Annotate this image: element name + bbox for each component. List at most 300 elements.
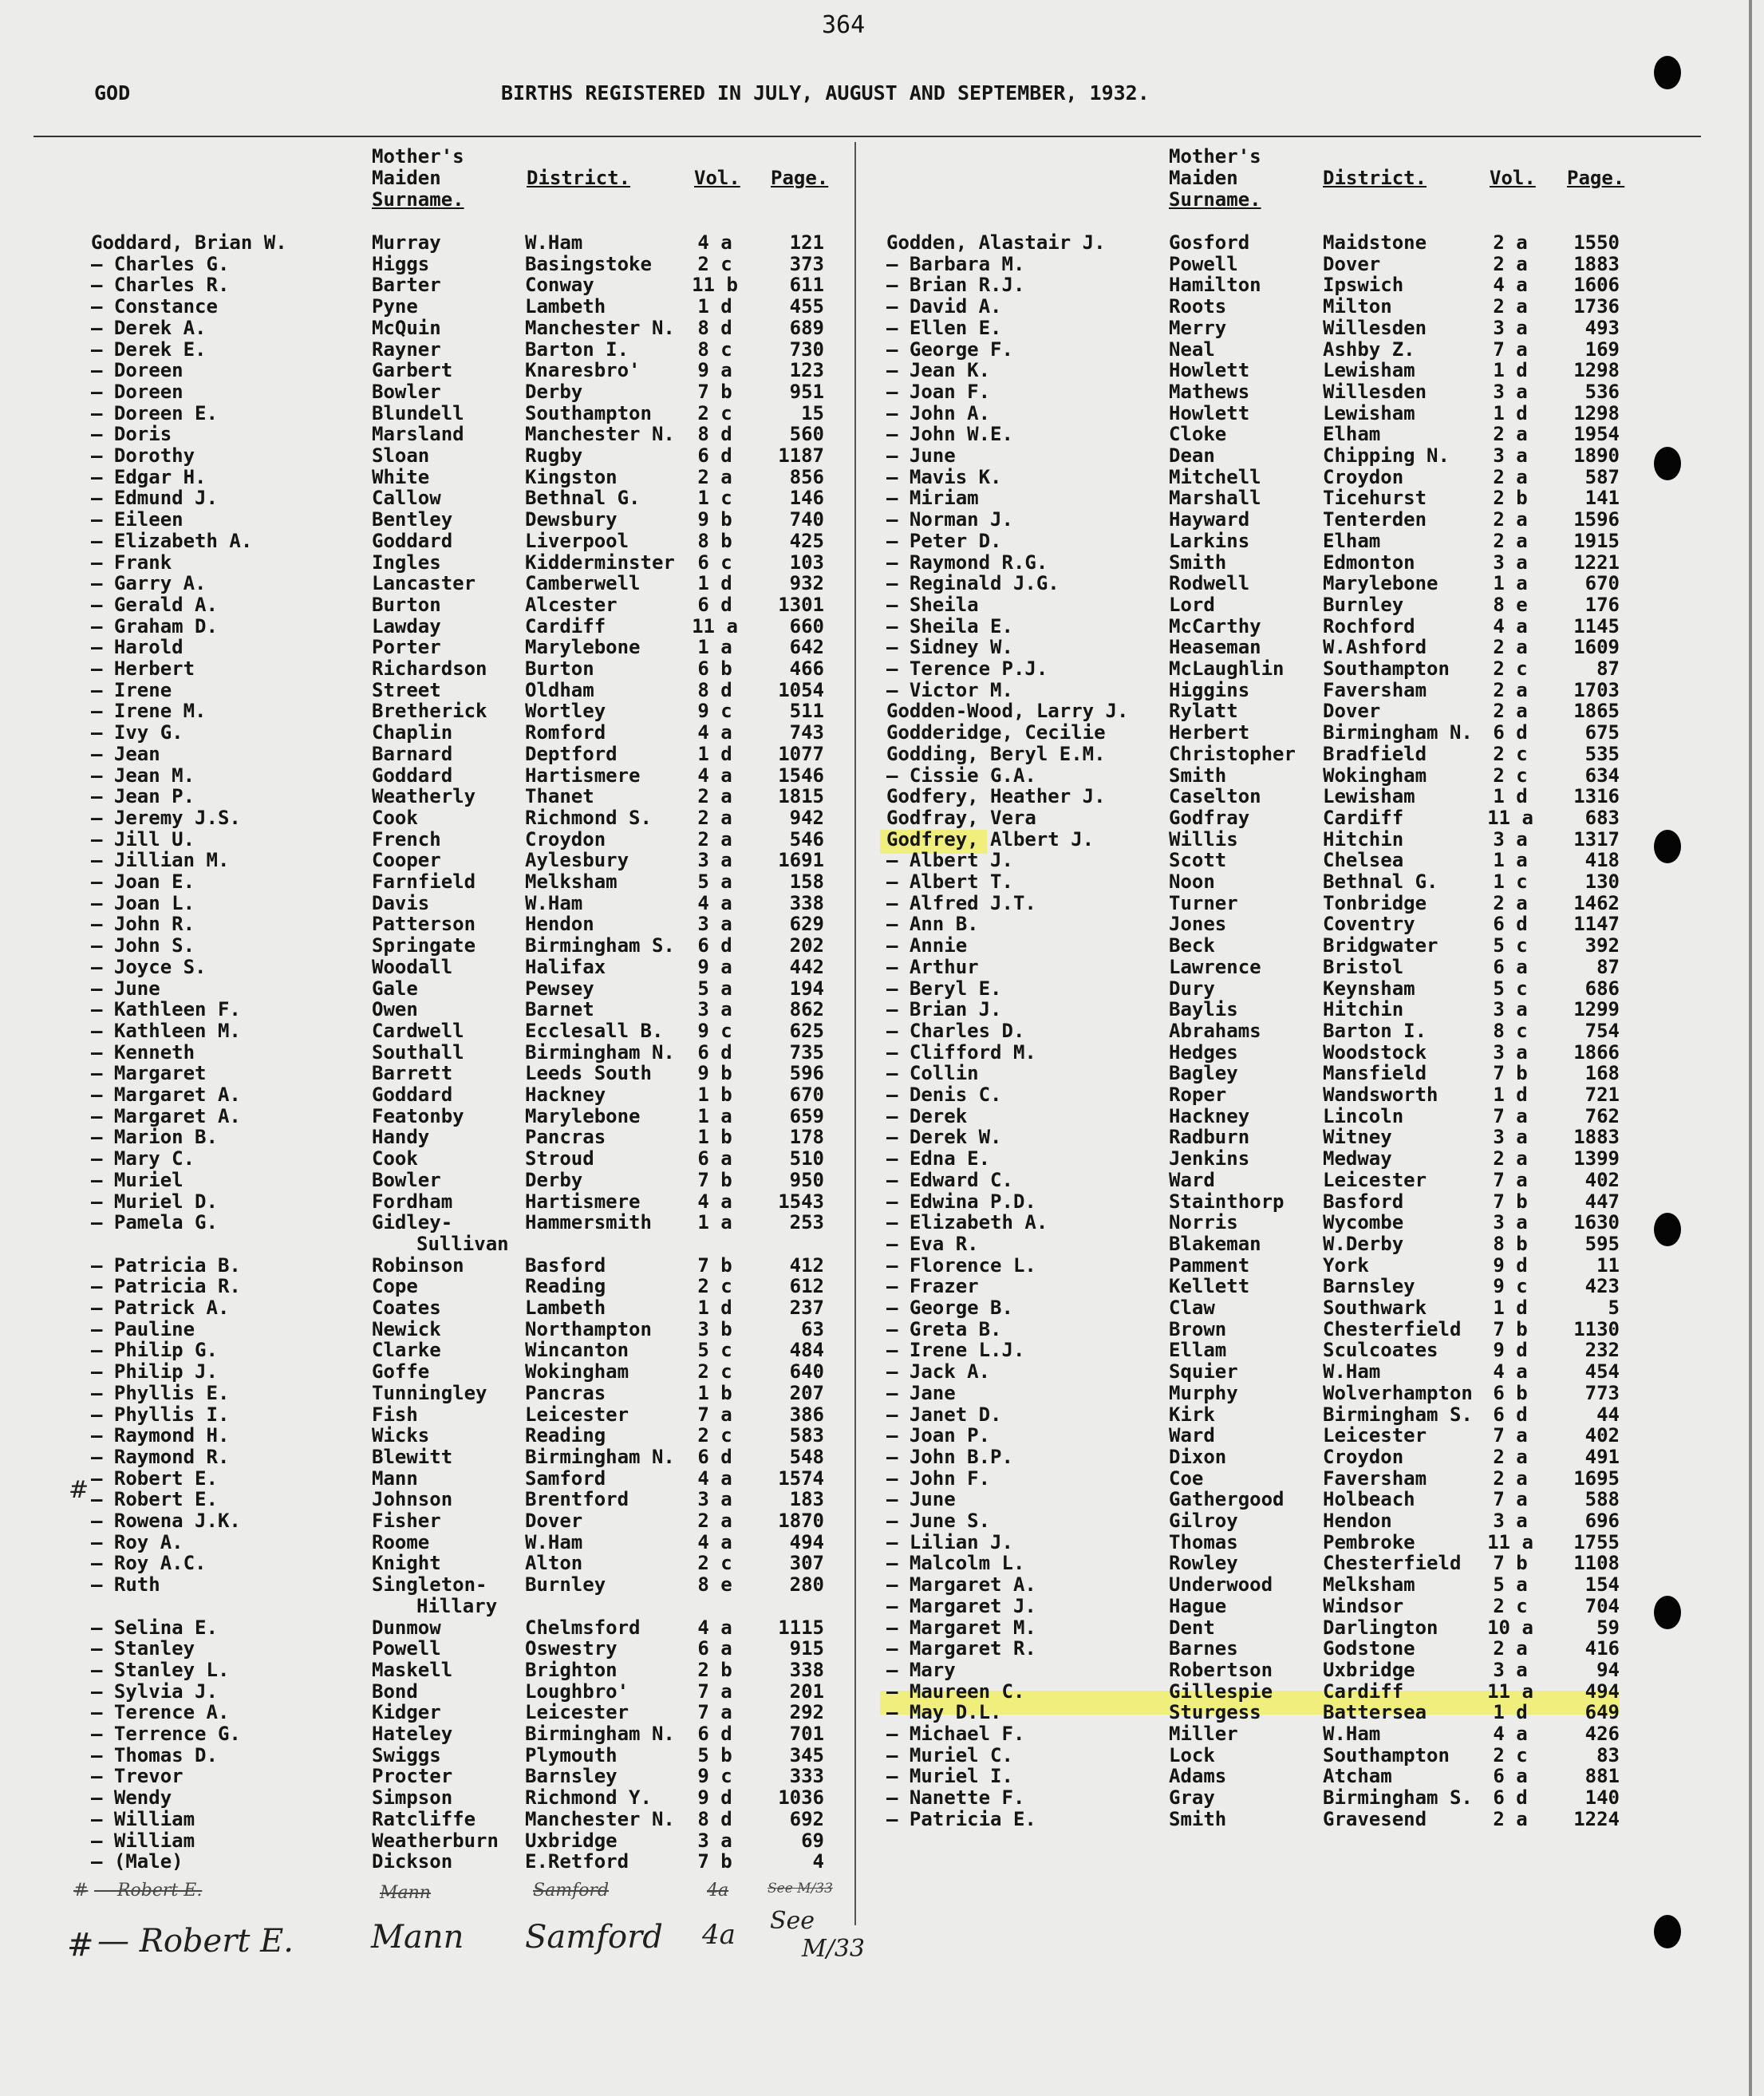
child-name: — John W.E.: [886, 423, 1013, 446]
mothers-maiden-surname: Dury: [1169, 977, 1215, 1000]
volume: 5 b: [697, 1743, 732, 1766]
volume: 2 c: [1493, 1743, 1528, 1766]
mothers-maiden-surname: Murphy: [1169, 1381, 1238, 1404]
district: Dover: [1323, 252, 1381, 275]
child-name: — Ann B.: [886, 913, 979, 936]
volume: 11 a: [1487, 806, 1533, 829]
child-name: — John F.: [886, 1466, 991, 1490]
volume: 9 b: [697, 508, 732, 531]
district: Burnley: [525, 1573, 606, 1597]
child-name: — Garry A.: [91, 572, 207, 595]
district: Darlington: [1323, 1616, 1438, 1639]
district: Pembroke: [1323, 1530, 1415, 1553]
page-ref: 447: [1584, 1190, 1620, 1213]
child-name: — Barbara M.: [886, 252, 1025, 275]
page-ref: 425: [789, 529, 824, 552]
mothers-maiden-surname: Gidley-: [372, 1211, 453, 1234]
punch-hole: [1654, 1213, 1681, 1246]
district: W.Ham: [525, 231, 583, 254]
child-name: — Doreen: [91, 380, 184, 403]
district: Thanet: [525, 785, 594, 808]
child-name: — Brian R.J.: [886, 274, 1025, 297]
volume: 8 d: [697, 1807, 732, 1830]
page-ref: 338: [789, 891, 824, 914]
child-name: — Patrick A.: [91, 1297, 230, 1319]
district: Croydon: [1323, 1445, 1404, 1468]
page-ref: 1298: [1573, 359, 1620, 382]
mothers-maiden-surname: Swiggs: [372, 1743, 441, 1766]
mothers-maiden-surname: Tunningley: [372, 1381, 487, 1404]
district: Ipswich: [1323, 274, 1404, 297]
volume: 3 a: [1493, 444, 1528, 467]
volume: 2 a: [697, 1510, 732, 1532]
page-ref: 950: [789, 1168, 824, 1191]
district: Derby: [525, 380, 583, 403]
mothers-maiden-surname: Rylatt: [1169, 700, 1238, 723]
child-name: — Irene: [91, 678, 172, 701]
district: Croydon: [1323, 465, 1404, 488]
mothers-maiden-surname: Coe: [1169, 1466, 1204, 1490]
page-ref: 292: [789, 1701, 824, 1724]
child-name: — Doris: [91, 423, 172, 446]
mothers-maiden-surname: Ward: [1169, 1168, 1215, 1191]
child-name: — Muriel: [91, 1168, 184, 1191]
district: Wokingham: [1323, 764, 1427, 787]
mothers-maiden-surname: Christopher: [1169, 742, 1296, 765]
page-ref: 640: [789, 1360, 824, 1384]
volume: 6 d: [697, 444, 732, 467]
mothers-maiden-surname: Gray: [1169, 1786, 1215, 1810]
mothers-maiden-surname: Goddard: [372, 529, 453, 552]
child-name: — Jack A.: [886, 1360, 991, 1384]
child-name: — Collin: [886, 1062, 979, 1085]
page-ref: 1596: [1573, 508, 1620, 531]
mothers-maiden-surname: Smith: [1169, 551, 1227, 574]
mothers-maiden-surname: Lawday: [372, 614, 441, 637]
district: Barton I.: [1323, 1019, 1427, 1042]
volume: 2 c: [1493, 764, 1528, 787]
page-ref: 493: [1584, 316, 1620, 339]
page-ref: 1115: [778, 1616, 824, 1639]
district: Lewisham: [1323, 401, 1415, 424]
volume: 4 a: [1493, 1360, 1528, 1384]
district: Croydon: [525, 827, 606, 851]
child-name: — George F.: [886, 337, 1013, 361]
child-name: — Victor M.: [886, 678, 1013, 701]
volume: 9 a: [697, 955, 732, 978]
district: Hammersmith: [525, 1211, 652, 1234]
district: Faversham: [1323, 1466, 1427, 1490]
volume: 5 a: [697, 870, 732, 893]
child-name: — Margaret A.: [91, 1084, 241, 1106]
mothers-maiden-surname: Hillary: [416, 1594, 498, 1617]
mothers-maiden-surname: Bond: [372, 1680, 418, 1703]
mothers-maiden-surname: Higgs: [372, 252, 430, 275]
child-name: — Sheila E.: [886, 614, 1013, 637]
child-name: — Derek A.: [91, 316, 207, 339]
mothers-maiden-surname: Ward: [1169, 1424, 1215, 1447]
page-ref: 625: [789, 1019, 824, 1042]
district: Barnet: [525, 998, 594, 1021]
district: Southwark: [1323, 1297, 1427, 1319]
district: Dover: [525, 1510, 583, 1532]
mothers-maiden-surname: McCarthy: [1169, 614, 1261, 637]
page-ref: 1187: [778, 444, 824, 467]
volume: 3 a: [1493, 316, 1528, 339]
district: Leeds South: [525, 1062, 652, 1085]
child-name: — Denis C.: [886, 1084, 1002, 1106]
volume: 1 a: [697, 1104, 732, 1127]
punch-hole: [1654, 1596, 1681, 1629]
child-name: — Doreen E.: [91, 401, 218, 424]
page-ref: 307: [789, 1552, 824, 1575]
mothers-maiden-surname: Blewitt: [372, 1445, 453, 1468]
district: Alcester: [525, 593, 618, 616]
district: Willesden: [1323, 316, 1427, 339]
page-ref: 87: [1596, 657, 1620, 680]
volume: 3 a: [1493, 380, 1528, 403]
mothers-maiden-surname: Procter: [372, 1765, 453, 1788]
district: Reading: [525, 1275, 606, 1298]
mothers-maiden-surname: Roper: [1169, 1084, 1227, 1106]
mothers-maiden-surname: Underwood: [1169, 1573, 1273, 1597]
page-ref: 1036: [778, 1786, 824, 1810]
child-name: — Constance: [91, 295, 218, 318]
mothers-maiden-surname: Dickson: [372, 1850, 453, 1873]
mothers-maiden-surname: Mann: [372, 1466, 418, 1490]
punch-hole: [1654, 56, 1681, 89]
district: Plymouth: [525, 1743, 618, 1766]
volume: 3 a: [697, 1829, 732, 1852]
child-name: — Stanley: [91, 1637, 195, 1660]
page-ref: 743: [789, 721, 824, 744]
page-ref: 612: [789, 1275, 824, 1298]
child-name: — Michael F.: [886, 1723, 1025, 1745]
page-ref: 1609: [1573, 636, 1620, 659]
mothers-maiden-surname: Rodwell: [1169, 572, 1250, 595]
volume: 8 d: [697, 678, 732, 701]
child-name: — Patricia R.: [91, 1275, 241, 1298]
child-name: — Pauline: [91, 1317, 195, 1340]
child-name: — Mary: [886, 1658, 956, 1681]
volume: 9 c: [697, 1765, 732, 1788]
volume: 2 a: [1493, 636, 1528, 659]
district: Lambeth: [525, 295, 606, 318]
child-name: — Reginald J.G.: [886, 572, 1060, 595]
district: Burnley: [1323, 593, 1404, 616]
mothers-maiden-surname: White: [372, 465, 430, 488]
district: Bradfield: [1323, 742, 1427, 765]
mothers-maiden-surname: Higgins: [1169, 678, 1250, 701]
page-ref: 491: [1584, 1445, 1620, 1468]
district: W.Ham: [1323, 1360, 1381, 1384]
page-ref: 1954: [1573, 423, 1620, 446]
child-name: — Selina E.: [91, 1616, 218, 1639]
mothers-maiden-surname: Goddard: [372, 764, 453, 787]
page-ref: 158: [789, 870, 824, 893]
district: Coventry: [1323, 913, 1415, 936]
child-name: — Mavis K.: [886, 465, 1002, 488]
child-name: — Doreen: [91, 359, 184, 382]
child-name: — Norman J.: [886, 508, 1013, 531]
mothers-maiden-surname: Cope: [372, 1275, 418, 1298]
child-name: — Sidney W.: [886, 636, 1013, 659]
volume: 2 a: [1493, 231, 1528, 254]
page-ref: 168: [1584, 1062, 1620, 1085]
page-ref: 1630: [1573, 1211, 1620, 1234]
mothers-maiden-surname: Blakeman: [1169, 1232, 1261, 1255]
page-ref: 423: [1584, 1275, 1620, 1298]
child-name: — Cissie G.A.: [886, 764, 1036, 787]
register-page: 364 GOD BIRTHS REGISTERED IN JULY, AUGUST AND SEPTEMBER, 1932. Mother's Maiden Surname. District. Vol. Page. Mother's Maiden Surname. District. Vol. Page. Goddard, Brian W. Murray W.Ham 4 a 121 — Charles G. Higgs Basingstoke 2 c 373 — Charles R. Barter Conway 11 b 611 — Constance Pyne Lambeth 1 d 455 — Derek A. McQuin Manchester N. 8 d 689 — Derek E. Rayner Barton I. 8 c 730 — Doreen Garbert Knaresbro' 9 a 123 — Doreen Bowler Derby 7 b 951 — Doreen E. Blundell Southampton 2 c 15 — Doris Marsland Manchester N. 8 d 560 — Dorothy Sloan Rugby 6 d 1187 — Edgar H. White Kingston 2 a 856 — Edmund J. Callow Bethnal G. 1 c 146 — Eileen Bentley Dewsbury 9 b 740 — Elizabeth A. Goddard Liverpool 8 b 425 — Frank Ingles Kidderminster 6 c 103 — Garry A. Lancaster Camberwell 1 d 932 — Gerald A. Burton Alcester 6 d 1301 — Graham D. Lawday Cardiff 11 a 660 — Harold Porter Marylebone 1 a 642 — Herbert Richardson Burton 6 b 466 — Irene Street Oldham 8 d 1054 — Irene M. Bretherick Wortley 9 c 511 — Ivy G. Chaplin Romford 4 a 743 — Jean Barnard Deptford 1 d 1077 — Jean M. Goddard Hartismere 4 a 1546 — Jean P. Weatherly Thanet 2 a 1815 — Jeremy J.S. Cook Richmond S. 2 a 942 — Jill U. French Croydon 2 a 546 — Jillian M. Cooper Aylesbury 3 a 1691 — Joan E. Farnfield Melksham 5 a 158 — Joan L. Davis W.Ham 4 a 338 — John R. Patterson Hendon 3 a 629 — John S. Springate Birmingham S. 6 d 202 — Joyce S. Woodall Halifax 9 a 442 — June Gale Pewsey 5 a 194 — Kathleen F. Owen Barnet 3 a 862 — Kathleen M. Cardwell Ecclesall B. 9 c 625 — Kenneth Southall Birmingham N. 6 d 735 — Margaret Barrett Leeds South 9 b 596 — Margaret A. Goddard Hackney 1 b 670 — Margaret A. Featonby Marylebone 1 a 659 — Marion B. Handy Pancras 1 b 178 — Mary C. Cook Stroud 6 a 510 — Muriel Bowler Derby 7 b 950 — Muriel D. Fordham Hartismere 4 a 1543 — Pamela G. Gidley- Hammersmith 1 a 253 Sullivan — Patricia B. Robinson Basford 7 b 412 — Patricia R. Cope Reading 2 c 612 — Patrick A. Coates Lambeth 1 d 237 — Pauline Newick Northampton 3 b 63 — Philip G. Clarke Wincanton 5 c 484 — Philip J. Goffe Wokingham 2 c 640 — Phyllis E. Tunningley Pancras 1 b 207 — Phyllis I. Fish Leicester 7 a 386 — Raymond H. Wicks Reading 2 c 583 — Raymond R. Blewitt Birmingham N. 6 d 548 — Robert E. Mann Samford 4 a 1574 — Robert E. Johnson Brentford 3 a 183 — Rowena J.K. Fisher Dover 2 a 1870 — Roy A. Roome W.Ham 4 a 494 — Roy A.C. Knight Alton 2 c 307 — Ruth Singleton- Burnley 8 e 280 Hillary — Selina E. Dunmow Chelmsford 4 a 1115 — Stanley Powell Oswestry 6 a 915 — Stanley L. Maskell Brighton 2 b 338 — Sylvia J. Bond Loughbro' 7 a 201 — Terence A. Kidger Leicester 7 a 292 — Terrence G. Hateley Birmingham N. 6 d 701 — Thomas D. Swiggs Plymouth 5 b 345 — Trevor Procter Barnsley 9 c 333 — Wendy Simpson Richmond Y. 9 d 1036 — William Ratcliffe Manchester N. 8 d 692 — William Weatherburn Uxbridge 3 a 69 — (Male) Dickson E.Retford 7 b 4 Godden, Alastair J. Gosford Maidstone 2 a 1550 — Barbara M. Powell Dover 2 a 1883 — Brian R.J. Hamilton Ipswich 4 a 1606 — David A. Roots Milton 2 a 1736 — Ellen E. Merry Willesden 3 a 493 — George F. Neal Ashby Z. 7 a 169 — Jean K. Howlett Lewisham 1 d 1298 — Joan F. Mathews Willesden 3 a 536 — John A. Howlett Lewisham 1 d 1298 — John W.E. Cloke Elham 2 a 1954 — June Dean Chipping N. 3 a 1890 — Mavis K. Mitchell Croydon 2 a 587 — Miriam Marshall Ticehurst 2 b 141 — Norman J. Hayward Tenterden 2 a 1596 — Peter D. Larkins Elham 2 a 1915 — Raymond R.G. Smith Edmonton 3 a 1221 — Reginald J.G. Rodwell Marylebone 1 a 670 — Sheila Lord Burnley 8 e 176 — Sheila E. McCarthy Rochford 4 a 1145 — Sidney W. Heaseman W.Ashford 2 a 1609 — Terence P.J. McLaughlin Southampton 2 c 87 — Victor M. Higgins Faversham 2 a 1703 Godden-Wood, Larry J. Rylatt Dover 2 a 1865 Godderidge, Cecilie Herbert Birmingham N. 6 d 675 Godding, Beryl E.M. Christopher Bradfield 2 c 535 — Cissie G.A. Smith Wokingham 2 c 634 Godfery, Heather J. Caselton Lewisham 1 d 1316 Godfray, Vera Godfray Cardiff 11 a 683 Godfrey, Albert J. Willis Hitchin 3 a 1317 — Albert J. Scott Chelsea 1 a 418 — Albert T. Noon Bethnal G. 1 c 130 — Alfred J.T. Turner Tonbridge 2 a 1462 — Ann B. Jones Coventry 6 d 1147 — Annie Beck Bridgwater 5 c 392 — Arthur Lawrence Bristol 6 a 87 — Beryl E. Dury Keynsham 5 c 686 — Brian J. Baylis Hitchin 3 a 1299 — Charles D. Abrahams Barton I. 8 c 754 — Clifford M. Hedges Woodstock 3 a 1866 — Collin Bagley Mansfield 7 b 168 — Denis C. Roper Wandsworth 1 d 721 — Derek Hackney Lincoln 7 a 762 — Derek W. Radburn Witney 3 a 1883 — Edna E. Jenkins Medway 2 a 1399 — Edward C. Ward Leicester 7 a 402 — Edwina P.D. Stainthorp Basford 7 b 447 — Elizabeth A. Norris Wycombe 3 a 1630 — Eva R. Blakeman W.Derby 8 b 595 — Florence L. Pamment York 9 d 11 — Frazer Kellett Barnsley 9 c 423 — George B. Claw Southwark 1 d 5 — Greta B. Brown Chesterfield 7 b 1130 — Irene L.J. Ellam Sculcoates 9 d 232 — Jack A. Squier W.Ham 4 a 454 — Jane Murphy Wolverhampton 6 b 773 — Janet D. Kirk Birmingham S. 6 d 44 — Joan P. Ward Leicester 7 a 402 — John B.P. Dixon Croydon 2 a 491 — John F. Coe Faversham 2 a 1695 — June Gathergood Holbeach 7 a 588 — June S. Gilroy Hendon 3 a 696 — Lilian J. Thomas Pembroke 11 a 1755 — Malcolm L. Rowley Chesterfield 7 b 1108 — Margaret A. Underwood Melksham 5 a 154 — Margaret J. Hague Windsor 2 c 704 — Margaret M. Dent Darlington 10 a 59 — Margaret R. Barnes Godstone 2 a 416 — Mary Robertson Uxbridge 3 a 94 — Maureen C. Gillespie Cardiff 11 a 494 — May D.L. Sturgess Battersea 1 d 649 — Michael F. Miller W.Ham 4 a 426 — Muriel C. Lock Southampton 2 c 83 — Muriel I. Adams Atcham 6 a 881 — Nanette F. Gray Birmingham S. 6 d 140 — Patricia E. Smith Gravesend 2 a 1224 # # — Robert E. Mann Samford 4a See M/33 # — Robert E. Mann Samford 4a See M/33: [0, 0, 1764, 2096]
mothers-maiden-surname: Hackney: [1169, 1104, 1250, 1127]
volume: 2 c: [697, 401, 732, 424]
child-name: — Frazer: [886, 1275, 979, 1298]
volume: 7 b: [1493, 1552, 1528, 1575]
child-name: — June: [886, 1488, 956, 1511]
district: Manchester N.: [525, 423, 675, 446]
child-name: — John R.: [91, 913, 195, 936]
district: Kingston: [525, 465, 618, 488]
district: Elham: [1323, 529, 1381, 552]
volume: 6 d: [1493, 1403, 1528, 1426]
mothers-maiden-surname: Claw: [1169, 1297, 1215, 1319]
district: Medway: [1323, 1147, 1392, 1170]
district: Leicester: [525, 1403, 629, 1426]
district: Oswestry: [525, 1637, 618, 1660]
volume: 2 a: [697, 465, 732, 488]
volume: 1 d: [697, 295, 732, 318]
page-ref: 915: [789, 1637, 824, 1660]
volume: 9 d: [1493, 1339, 1528, 1362]
page-ref: 201: [789, 1680, 824, 1703]
mothers-maiden-surname: Sullivan: [416, 1232, 509, 1255]
district: Basingstoke: [525, 252, 652, 275]
child-name: — Janet D.: [886, 1403, 1002, 1426]
child-name: — Roy A.: [91, 1530, 184, 1553]
child-name: — Derek: [886, 1104, 968, 1127]
child-name: Godden, Alastair J.: [886, 231, 1106, 254]
volume: 5 c: [1493, 934, 1528, 957]
district: Birmingham S.: [1323, 1786, 1473, 1810]
district: Leicester: [525, 1701, 629, 1724]
district: Camberwell: [525, 572, 641, 595]
volume: 6 a: [1493, 1765, 1528, 1788]
child-name: — David A.: [886, 295, 1002, 318]
district: Holbeach: [1323, 1488, 1415, 1511]
district: Manchester N.: [525, 1807, 675, 1830]
volume: 4 a: [697, 891, 732, 914]
mothers-maiden-surname: Smith: [1169, 1807, 1227, 1830]
mothers-maiden-surname: Mathews: [1169, 380, 1250, 403]
district: Richmond S.: [525, 806, 652, 829]
child-name: — Greta B.: [886, 1317, 1002, 1340]
page-ref: 862: [789, 998, 824, 1021]
district: Lewisham: [1323, 785, 1415, 808]
district: W.Ashford: [1323, 636, 1427, 659]
child-name: — Rowena J.K.: [91, 1510, 241, 1532]
mothers-maiden-surname: Dixon: [1169, 1445, 1227, 1468]
child-name: — Terence P.J.: [886, 657, 1048, 680]
mothers-maiden-surname: Ellam: [1169, 1339, 1227, 1362]
child-name: — Graham D.: [91, 614, 218, 637]
child-name: — Nanette F.: [886, 1786, 1025, 1810]
page-ref: 4: [812, 1850, 824, 1873]
volume: 5 a: [697, 977, 732, 1000]
district: Wolverhampton: [1323, 1381, 1473, 1404]
volume: 2 a: [1493, 465, 1528, 488]
district: Melksham: [1323, 1573, 1415, 1597]
mothers-maiden-surname: Squier: [1169, 1360, 1238, 1384]
district: Conway: [525, 274, 594, 297]
volume: 7 b: [697, 1168, 732, 1191]
district: Northampton: [525, 1317, 652, 1340]
district: Brighton: [525, 1658, 618, 1681]
child-name: — Raymond R.: [91, 1445, 230, 1468]
volume: 3 a: [1493, 827, 1528, 851]
volume: 7 a: [697, 1701, 732, 1724]
volume: 2 a: [1493, 1466, 1528, 1490]
page-ref: 207: [789, 1381, 824, 1404]
volume: 8 b: [697, 529, 732, 552]
child-name: Goddard, Brian W.: [91, 231, 287, 254]
child-name: — Ivy G.: [91, 721, 184, 744]
volume: 1 d: [1493, 359, 1528, 382]
volume: 4 a: [697, 231, 732, 254]
volume: 3 a: [697, 849, 732, 872]
district: E.Retford: [525, 1850, 629, 1873]
volume: 9 d: [697, 1786, 732, 1810]
district: Bridgwater: [1323, 934, 1438, 957]
volume: 4 a: [1493, 614, 1528, 637]
volume: 2 c: [697, 1275, 732, 1298]
volume: 4 a: [697, 764, 732, 787]
district: Hendon: [525, 913, 594, 936]
volume: 4 a: [1493, 1723, 1528, 1745]
child-name: — Jeremy J.S.: [91, 806, 241, 829]
mothers-maiden-surname: Gale: [372, 977, 418, 1000]
page-ref: 1550: [1573, 231, 1620, 254]
volume: 11 a: [1487, 1680, 1533, 1703]
mothers-maiden-surname: Mitchell: [1169, 465, 1261, 488]
volume: 2 b: [1493, 487, 1528, 510]
mothers-maiden-surname: Hayward: [1169, 508, 1250, 531]
mothers-maiden-surname: Bowler: [372, 380, 441, 403]
mothers-maiden-surname: Abrahams: [1169, 1019, 1261, 1042]
district: Cardiff: [525, 614, 606, 637]
child-name: — June S.: [886, 1510, 991, 1532]
child-name: Godfray, Vera: [886, 806, 1036, 829]
volume: 1 d: [1493, 1701, 1528, 1724]
child-name: — Joan E.: [91, 870, 195, 893]
volume: 6 d: [697, 593, 732, 616]
child-name: — June: [886, 444, 956, 467]
mothers-maiden-surname: Jones: [1169, 913, 1227, 936]
district: Willesden: [1323, 380, 1427, 403]
volume: 7 a: [697, 1403, 732, 1426]
district: Uxbridge: [525, 1829, 618, 1852]
district: Godstone: [1323, 1637, 1415, 1660]
volume: 8 e: [697, 1573, 732, 1597]
child-name: — Eva R.: [886, 1232, 979, 1255]
volume: 1 d: [1493, 785, 1528, 808]
district: Manchester N.: [525, 316, 675, 339]
district: Reading: [525, 1424, 606, 1447]
district: Basford: [525, 1253, 606, 1277]
child-name: — Edwina P.D.: [886, 1190, 1036, 1213]
page-ref: 373: [789, 252, 824, 275]
page-ref: 1298: [1573, 401, 1620, 424]
district: Chesterfield: [1323, 1317, 1462, 1340]
volume: 2 a: [1493, 700, 1528, 723]
child-name: — Philip J.: [91, 1360, 218, 1384]
page-ref: 402: [1584, 1424, 1620, 1447]
child-name: — Margaret M.: [886, 1616, 1036, 1639]
page-ref: 183: [789, 1488, 824, 1511]
page-ref: 69: [801, 1829, 824, 1852]
district: Loughbro': [525, 1680, 629, 1703]
mothers-maiden-surname: Springate: [372, 934, 476, 957]
district: W.Derby: [1323, 1232, 1404, 1255]
child-name: — Philip G.: [91, 1339, 218, 1362]
child-name: — Herbert: [91, 657, 195, 680]
mothers-maiden-surname: Kirk: [1169, 1403, 1215, 1426]
page-ref: 1299: [1573, 998, 1620, 1021]
page-ref: 44: [1596, 1403, 1620, 1426]
page-ref: 596: [789, 1062, 824, 1085]
district: Burton: [525, 657, 594, 680]
mothers-maiden-surname: Goffe: [372, 1360, 430, 1384]
page-ref: 1543: [778, 1190, 824, 1213]
child-name: — Pamela G.: [91, 1211, 218, 1234]
volume: 6 d: [1493, 721, 1528, 744]
child-name: — Robert E.: [91, 1466, 218, 1490]
page-ref: 345: [789, 1743, 824, 1766]
child-name: — Margaret A.: [91, 1104, 241, 1127]
punch-hole: [1654, 447, 1681, 480]
district: Woodstock: [1323, 1040, 1427, 1064]
child-name: — Mary C.: [91, 1147, 195, 1170]
district: Hendon: [1323, 1510, 1392, 1532]
header-rule: [34, 136, 1701, 137]
column-header-mothers-maiden-surname: Mother's Maiden Surname.: [1169, 145, 1261, 211]
district: Knaresbro': [525, 359, 641, 382]
page-ref: 141: [1584, 487, 1620, 510]
volume: 1 d: [697, 572, 732, 595]
volume: 6 a: [1493, 955, 1528, 978]
volume: 6 a: [697, 1637, 732, 1660]
volume: 1 d: [697, 742, 732, 765]
mothers-maiden-surname: Lancaster: [372, 572, 476, 595]
volume: 8 c: [697, 337, 732, 361]
page-ref: 675: [1584, 721, 1620, 744]
district: Elham: [1323, 423, 1381, 446]
page-ref: 176: [1584, 593, 1620, 616]
district: W.Ham: [525, 1530, 583, 1553]
district: Barton I.: [525, 337, 629, 361]
page-ref: 634: [1584, 764, 1620, 787]
child-name: — Margaret A.: [886, 1573, 1036, 1597]
district: Basford: [1323, 1190, 1404, 1213]
column-header-page: Page.: [771, 167, 829, 189]
page-ref: 237: [789, 1297, 824, 1319]
mothers-maiden-surname: Hateley: [372, 1723, 453, 1745]
page-ref: 659: [789, 1104, 824, 1127]
page-ref: 1890: [1573, 444, 1620, 467]
volume: 3 a: [1493, 1126, 1528, 1149]
volume: 5 c: [1493, 977, 1528, 1000]
volume: 4 a: [697, 721, 732, 744]
